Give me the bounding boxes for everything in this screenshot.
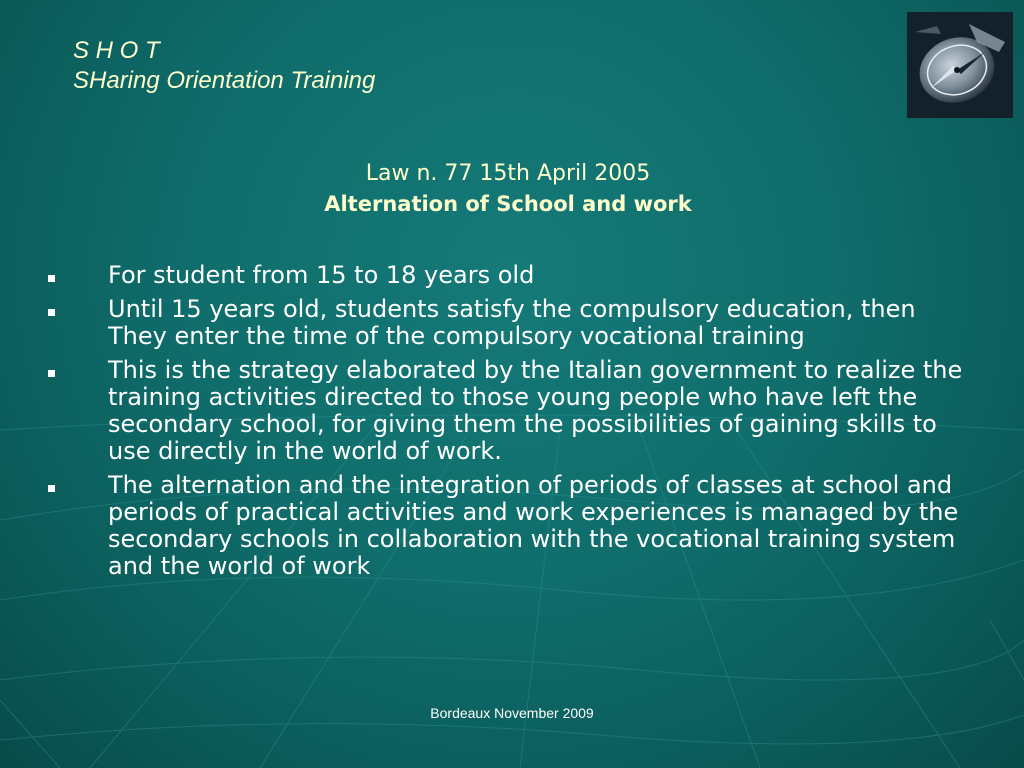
list-item (44, 357, 974, 465)
bullet-text: Until 15 years old, students satisfy the compulsory education, then They enter the time of the compulsory vocational training (108, 295, 916, 350)
bullet-text: This is the strategy elaborated by the Italian government to realize the training activities directed to those young people who have left the secondary school, for giving them the possibilities of gaining skills to use directly in the world of work. (108, 356, 963, 465)
square-bullet-icon (48, 370, 55, 377)
header-acronym: S H O T (73, 37, 160, 64)
bullet-list (44, 262, 974, 587)
square-bullet-icon (48, 485, 55, 492)
list-item (44, 262, 974, 289)
slide-footer: Bordeaux November 2009 (430, 705, 594, 721)
compass-icon (907, 12, 1013, 118)
list-item (44, 296, 974, 350)
law-reference: Law n. 77 15th April 2005 (365, 161, 651, 186)
square-bullet-icon (48, 275, 55, 282)
bullet-text: The alternation and the integration of periods of classes at school and periods of practical activities and work experiences is managed by the secondary schools in collaboration with the vocational training system and the world of work (108, 471, 959, 580)
list-item (44, 472, 974, 580)
slide-topic: Alternation of School and work (324, 192, 692, 216)
bullet-text: For student from 15 to 18 years old (108, 261, 535, 289)
compass-logo (907, 12, 1013, 118)
header-title: SHaring Orientation Training (73, 67, 376, 94)
slide-header (73, 36, 375, 96)
square-bullet-icon (48, 309, 55, 316)
